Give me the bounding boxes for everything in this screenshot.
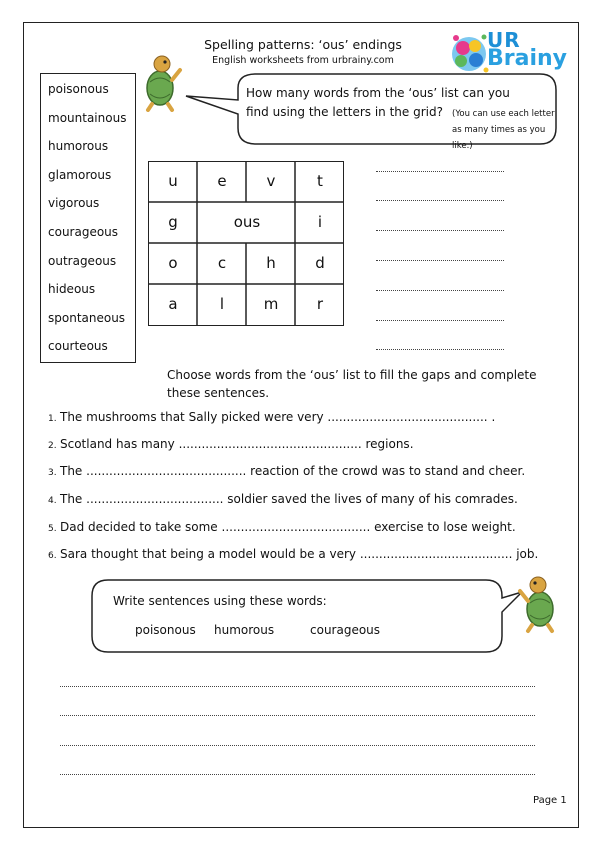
sentence-number: 3.: [48, 468, 57, 478]
question-line-1: How many words from the ‘ous’ list can you: [246, 86, 510, 100]
list-item: vigorous: [48, 196, 100, 211]
list-item: poisonous: [48, 82, 109, 96]
sentence-number: 1.: [48, 414, 57, 424]
writing-word: humorous: [214, 623, 275, 637]
sentence-text: Dad decided to take some ....................................... exercise to lose weight.: [60, 520, 516, 534]
sentence-number: 6.: [48, 551, 57, 561]
grid-cell: a: [168, 295, 178, 313]
list-item: mountainous: [48, 110, 127, 125]
list-item: spontaneous: [48, 310, 126, 325]
sentence-1: [48, 410, 495, 424]
grid-cell: r: [316, 295, 324, 313]
sentence-4: [48, 492, 518, 506]
instructions: Choose words from the ‘ous’ list to fill the gaps and complete these sentences.: [167, 368, 537, 400]
grid-cell: o: [168, 254, 178, 272]
sentence-6: [48, 547, 538, 561]
sentence-3: [48, 464, 525, 478]
writing-line[interactable]: [60, 715, 535, 716]
worksheet-subtitle: English worksheets from urbrainy.com: [212, 55, 394, 66]
ous-word-list: [40, 73, 136, 363]
list-item: humorous: [48, 139, 109, 154]
writing-prompt: Write sentences using these words:: [113, 594, 327, 608]
sentence-text: The mushrooms that Sally picked were very .......................................... .: [60, 410, 496, 424]
question-note-text: (You can use each letter as many times as you like.): [452, 109, 555, 151]
grid-cell-ous: ous: [233, 213, 261, 231]
list-item: hideous: [48, 282, 96, 297]
page-number: Page 1: [533, 795, 567, 806]
grid-cell: m: [263, 295, 279, 313]
sentence-text: Sara thought that being a model would be a very ........................................ job.: [60, 547, 539, 561]
letter-grid: [148, 161, 344, 326]
answer-line[interactable]: [376, 320, 504, 321]
logo-text-brainy: Brainy: [487, 46, 568, 71]
answer-line[interactable]: [376, 290, 504, 291]
sentence-number: 5.: [48, 524, 57, 534]
grid-cell: v: [266, 172, 276, 190]
grid-cell: l: [219, 295, 225, 313]
grid-cell: h: [266, 254, 276, 272]
grid-cell: u: [168, 172, 178, 190]
grid-cell: e: [217, 172, 227, 190]
sentence-5: [48, 520, 516, 534]
answer-line[interactable]: [376, 171, 504, 172]
writing-line[interactable]: [60, 774, 535, 775]
grid-cell: g: [168, 213, 178, 231]
sentence-number: 4.: [48, 496, 57, 506]
answer-line[interactable]: [376, 260, 504, 261]
answer-line[interactable]: [376, 349, 504, 350]
question-note: [452, 106, 562, 154]
list-item: courteous: [48, 339, 108, 354]
sentence-text: The .................................... soldier saved the lives of many of his comrades.: [60, 492, 518, 506]
writing-word: poisonous: [135, 623, 196, 637]
list-item: glamorous: [48, 167, 112, 182]
sentence-text: Scotland has many ................................................ regions.: [60, 437, 414, 451]
grid-cell: t: [317, 172, 323, 190]
grid-cell: c: [217, 254, 227, 272]
list-item: outrageous: [48, 253, 117, 268]
logo-text-ur: UR: [487, 28, 521, 52]
writing-word: courageous: [310, 623, 381, 637]
speech-bubble-bottom: [90, 578, 530, 656]
worksheet-title: Spelling patterns: ‘ous’ endings: [204, 37, 402, 52]
answer-line[interactable]: [376, 230, 504, 231]
writing-line[interactable]: [60, 745, 535, 746]
grid-cell: d: [315, 254, 325, 272]
answer-line[interactable]: [376, 200, 504, 201]
list-item: courageous: [48, 224, 119, 239]
sentence-2: [48, 437, 414, 451]
sentence-text: The .......................................... reaction of the crowd was to stand and cheer.: [60, 464, 526, 478]
sentence-number: 2.: [48, 441, 57, 451]
writing-line[interactable]: [60, 686, 535, 687]
tortoise-icon: [514, 573, 564, 635]
question-line-2: find using the letters in the grid?: [246, 105, 443, 119]
grid-cell: i: [317, 213, 323, 231]
